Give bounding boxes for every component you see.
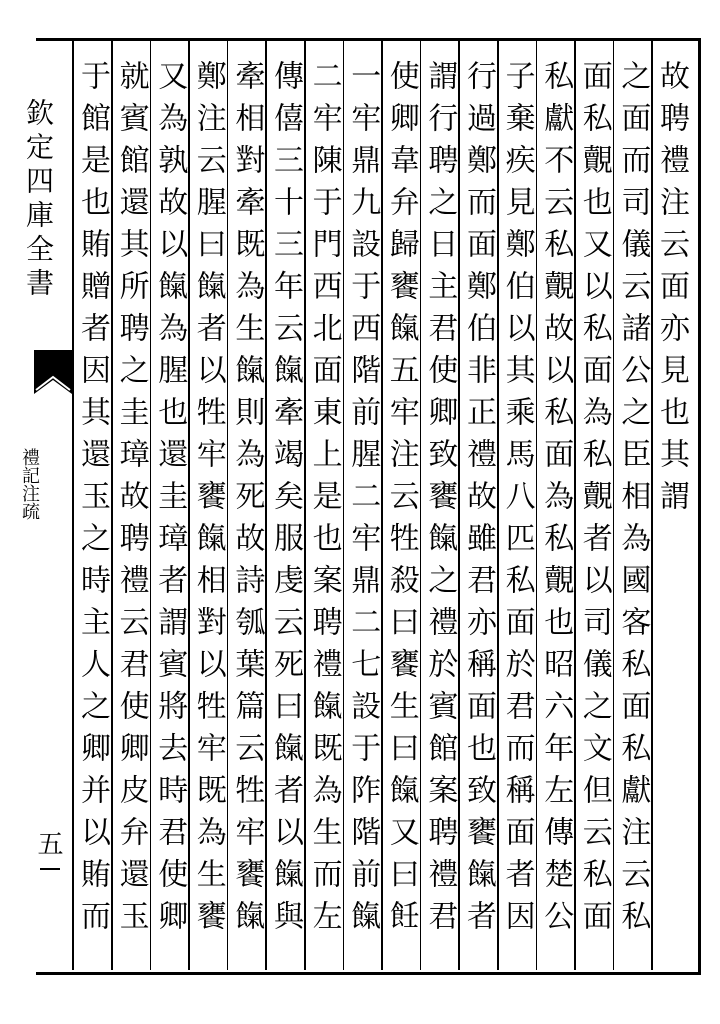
- column-rule: [343, 40, 345, 970]
- column-rule: [458, 40, 460, 970]
- column-rule: [536, 40, 538, 970]
- text-column: 鄭注云腥曰餼者以牲牢饔餼相對以牲牢既為生饔: [190, 60, 226, 942]
- text-column: 私獻不云私覿故以私面為私覿也昭六年左傳楚公: [538, 60, 574, 942]
- book-title: 禮記注疏: [19, 448, 40, 520]
- column-rule: [265, 40, 267, 970]
- right-border: [698, 38, 701, 975]
- text-column: 面私覿也又以私面為私覿者以司儀之文但云私面: [576, 60, 612, 942]
- column-rule: [497, 40, 499, 970]
- text-column: 傳僖三十三年云餼牽竭矣服虔云死曰餼者以餼與: [267, 60, 303, 942]
- column-rule: [188, 40, 190, 970]
- top-border: [36, 38, 700, 41]
- column-rule: [381, 40, 383, 970]
- text-column: 謂行聘之日主君使卿致饔餼之禮於賓館案聘禮君: [422, 60, 458, 942]
- text-column: 之面而司儀云諸公之臣相為國客私面私獻注云私: [615, 60, 651, 942]
- column-rule: [420, 40, 422, 970]
- column-rule: [651, 40, 653, 970]
- page-number: 五: [33, 830, 63, 856]
- bottom-border: [36, 972, 700, 975]
- text-column: 于館是也賄贈者因其還玉之時主人之卿并以賄而: [74, 60, 110, 942]
- text-column: 行過鄭而面鄭伯非正禮故雖君亦稱面也致饔餼者: [460, 60, 496, 942]
- column-rule: [227, 40, 229, 970]
- text-column: 就賓館還其所聘之圭璋故聘禮云君使卿皮弁還玉: [113, 60, 149, 942]
- column-rule: [574, 40, 576, 970]
- text-column: 一牢鼎九設于西階前腥二牢鼎二七設于阼階前餼: [345, 60, 381, 942]
- text-column: 二牢陳于門西北面東上是也案聘禮餼既為生而左: [306, 60, 342, 942]
- text-column: 又為孰故以餼為腥也還圭璋者謂賓將去時君使卿: [152, 60, 188, 942]
- column-rule: [613, 40, 615, 970]
- column-rule: [150, 40, 152, 970]
- column-rule: [111, 40, 113, 970]
- column-rule: [304, 40, 306, 970]
- text-column: 使卿韋弁歸饔餼五牢注云牲殺曰饔生曰餼又曰飪: [383, 60, 419, 942]
- fishtail-mark-icon: [34, 350, 72, 394]
- page-number-rule: [40, 868, 60, 870]
- collection-title: 欽定四庫全書: [22, 98, 55, 302]
- text-column: 故聘禮注云面亦見也其謂: [653, 60, 689, 522]
- page-margin: [0, 40, 64, 970]
- text-column: 子棄疾見鄭伯以其乘馬八匹私面於君而稱面者因: [499, 60, 535, 942]
- text-column: 牽相對牽既為生餼則為死故詩瓠葉篇云牲牢饔餼: [229, 60, 265, 942]
